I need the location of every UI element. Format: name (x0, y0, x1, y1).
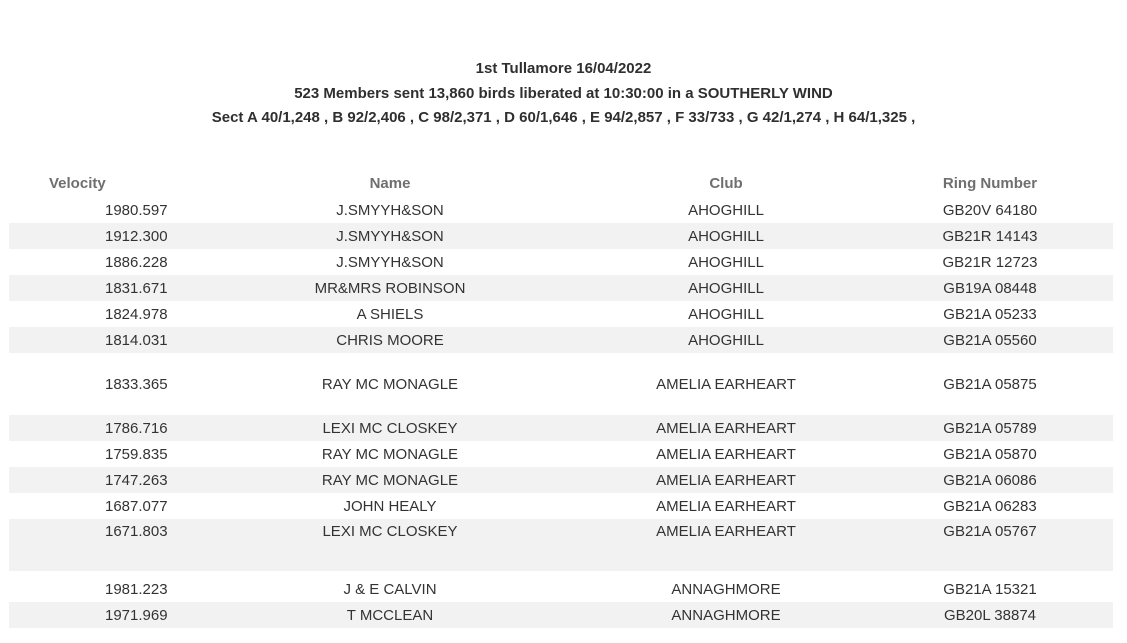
column-header-ring-number: Ring Number (942, 175, 1038, 192)
name-cell: JOHN HEALY (343, 497, 437, 515)
velocity-cell: 1747.263 (9, 467, 195, 493)
ring-number-cell: GB19A 08448 (867, 275, 1113, 301)
velocity-cell: 1833.365 (105, 375, 168, 393)
club-cell: AMELIA EARHEART (585, 519, 867, 571)
table-row (9, 493, 1113, 519)
club-cell: AHOGHILL (585, 327, 867, 353)
table-row (9, 223, 1113, 249)
club-cell: AMELIA EARHEART (585, 415, 867, 441)
velocity-cell: 1786.716 (9, 415, 195, 441)
name-cell: RAY MC MONAGLE (195, 467, 585, 493)
velocity-cell: 1886.228 (105, 253, 168, 271)
club-cell: AHOGHILL (688, 253, 764, 271)
velocity-cell: 1814.031 (9, 327, 195, 353)
name-cell: J.SMYYH&SON (336, 253, 444, 271)
name-cell: T MCCLEAN (195, 602, 585, 628)
club-cell: ANNAGHMORE (671, 581, 781, 598)
column-header-velocity: Velocity (49, 175, 106, 192)
velocity-cell: 1687.077 (105, 497, 168, 515)
club-cell: AHOGHILL (585, 275, 867, 301)
ring-number-cell: GB21A 05875 (943, 375, 1037, 393)
velocity-cell: 1912.300 (9, 223, 195, 249)
club-cell: AMELIA EARHEART (656, 375, 796, 393)
club-cell: AHOGHILL (688, 305, 764, 323)
name-cell: LEXI MC CLOSKEY (195, 415, 585, 441)
ring-number-cell: GB21A 05233 (943, 305, 1037, 323)
ring-number-cell: GB21R 12723 (942, 253, 1038, 271)
column-header-name: Name (369, 175, 411, 192)
ring-number-cell: GB21A 05870 (943, 445, 1037, 463)
ring-number-cell: GB21A 15321 (943, 581, 1037, 598)
velocity-cell: 1831.671 (9, 275, 195, 301)
table-row (9, 249, 1113, 275)
club-cell: AHOGHILL (585, 223, 867, 249)
velocity-cell: 1671.803 (9, 519, 195, 571)
club-cell: AHOGHILL (688, 201, 764, 219)
table-header-row (9, 170, 1113, 197)
name-cell: LEXI MC CLOSKEY (195, 519, 585, 571)
club-cell: ANNAGHMORE (585, 602, 867, 628)
table-row (9, 467, 1113, 493)
ring-number-cell: GB21A 06283 (943, 497, 1037, 515)
name-cell: MR&MRS ROBINSON (195, 275, 585, 301)
club-cell: AMELIA EARHEART (585, 467, 867, 493)
club-cell: AMELIA EARHEART (656, 497, 796, 515)
velocity-cell: 1980.597 (105, 201, 168, 219)
table-row (9, 327, 1113, 353)
results-header (0, 57, 1127, 131)
table-row (9, 519, 1113, 571)
ring-number-cell: GB21R 14143 (867, 223, 1113, 249)
ring-number-cell: GB20V 64180 (942, 201, 1038, 219)
name-cell: J.SMYYH&SON (336, 201, 444, 219)
column-header-club: Club (709, 175, 743, 192)
table-row (9, 197, 1113, 223)
name-cell: A SHIELS (356, 305, 424, 323)
club-cell: AMELIA EARHEART (656, 445, 796, 463)
table-row (9, 301, 1113, 327)
results-table (9, 170, 1113, 628)
velocity-cell: 1971.969 (9, 602, 195, 628)
ring-number-cell: GB21A 05789 (867, 415, 1113, 441)
name-cell: J.SMYYH&SON (195, 223, 585, 249)
velocity-cell: 1759.835 (105, 445, 168, 463)
table-row (9, 441, 1113, 467)
table-row (9, 415, 1113, 441)
ring-number-cell: GB21A 06086 (867, 467, 1113, 493)
ring-number-cell: GB21A 05767 (867, 519, 1113, 571)
table-row (9, 571, 1113, 602)
section-summary: Sect A 40/1,248 , B 92/2,406 , C 98/2,371 , D 60/1,646 , E 94/2,857 , F 33/733 , G 42/1,274 , H 64/1,325 , (211, 109, 916, 126)
table-row (9, 275, 1113, 301)
name-cell: CHRIS MOORE (195, 327, 585, 353)
table-row (9, 353, 1113, 415)
ring-number-cell: GB21A 05560 (867, 327, 1113, 353)
race-summary: 523 Members sent 13,860 birds liberated at 10:30:00 in a SOUTHERLY WIND (294, 84, 833, 102)
race-title: 1st Tullamore 16/04/2022 (475, 60, 652, 77)
ring-number-cell: GB20L 38874 (867, 602, 1113, 628)
table-row (9, 602, 1113, 628)
name-cell: RAY MC MONAGLE (321, 445, 459, 463)
velocity-cell: 1981.223 (105, 581, 168, 598)
name-cell: J & E CALVIN (343, 581, 437, 598)
velocity-cell: 1824.978 (105, 305, 168, 323)
name-cell: RAY MC MONAGLE (321, 375, 459, 393)
